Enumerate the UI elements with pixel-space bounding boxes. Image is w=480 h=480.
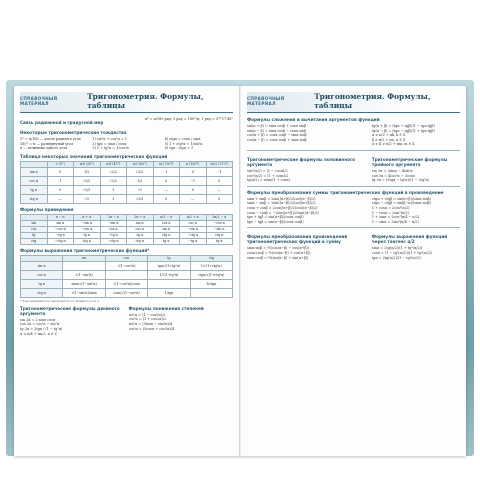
sum-to-prod-block [247,197,460,225]
table-cell: −sin α [180,226,207,232]
half-triple-block [247,154,460,183]
table-cell: −cos α [74,226,101,232]
table-cell: 0 [180,167,207,176]
table-header-cell: tg [148,255,190,261]
identities-block [20,137,233,151]
table-cell: tgα/√(1+tg²α) [148,261,190,270]
section-title: Тригонометрические формулы половинного аргумента [247,156,356,167]
page-header [20,92,233,113]
table-cell: 1/2 [127,176,154,185]
formula: cosα − cosβ = −2sin((α+β)/2)sin((α−β)/2) [247,210,319,215]
table-row [21,238,233,244]
table-cell: 1 [100,194,127,203]
formula: 180° = π — развёрнутый угол [20,141,74,146]
table-cell: sin α [127,220,154,226]
table-row [21,185,233,194]
header-label: СПРАВОЧНЫЙ МАТЕРИАЛ [247,96,285,106]
formula: 1 − sinα = 2sin²(π/4 − α/2) [371,219,419,224]
table-cell: √3 [74,194,101,203]
table-header-cell: π/4 (45°) [100,161,127,167]
table-cell: ctg [21,238,48,244]
formula: sinα = 2tg(α/2)/(1 + tg²(α/2)) [371,246,423,251]
table-cell: 0 [180,185,207,194]
table-row [21,261,233,270]
table-cell: −sin α [206,226,233,232]
formula: ctgα + ctgβ = sin(α+β)/(sinα sinβ) [371,196,431,201]
table-cell: 1 [100,185,127,194]
formula: cos³α = (3cosα + cos3α)/4 [128,326,175,331]
formula: sinα + sinβ = 2sin((α+β)/2)cos((α−β)/2) [247,196,316,201]
table-cell: √(1−sin²α)/sinα [63,288,105,297]
table-header-cell: π − α [47,214,74,220]
section-title: Тригонометрические формулы тройного аргумента [371,156,448,167]
table-row [21,270,233,279]
table-row [21,167,233,176]
table-cell: cosα/√(1−cos²α) [105,288,147,297]
left-page [14,86,240,456]
table-cell: ctg α [206,232,233,238]
table-header-cell: π (180°) [180,161,207,167]
table-cell: tg α [74,232,101,238]
formula: cosα·cosβ = ½(cos(α−β) + cos(α+β)) [247,250,311,255]
table-cell: cos α [153,220,180,226]
table-cell: cos α [21,176,48,185]
table-header-cell: 2π + α [127,214,154,220]
open-notebook [14,86,466,456]
table-cell: −tg α [47,232,74,238]
section-title: Тригонометрические формулы двойного аргумента [20,305,120,316]
reduction-table [20,214,233,245]
formula: 3) 1 + tg²α = 1/cos²α [92,146,129,151]
table-cell: −1 [180,176,207,185]
table-cell: sin α [153,226,180,232]
page-header [247,92,460,113]
table-cell: — [206,185,233,194]
table-cell: ctg α [127,238,154,244]
express-table [20,255,233,298]
formula: cos²(α/2) = (1 + cosα)/2 [247,173,289,178]
section-title: Некоторые тригонометрические тождества [20,130,127,135]
table-cell: −ctg α [100,238,127,244]
formula: sin³α = (3sinα − sin3α)/4 [128,321,173,326]
table-cell: 0 [153,194,180,203]
table-cell: −sin α [74,220,101,226]
table-cell: √3/2 [127,167,154,176]
section-title: Таблица некоторых значений тригонометрических функций [20,153,168,159]
radian-section [20,117,233,127]
table-cell [190,288,232,297]
table-cell: ctgα/√(1+ctg²α) [190,270,232,279]
table-cell: 1/ctgα [190,279,232,288]
formula: sin 3α = 3sinα − 4sin³α [371,168,413,173]
section-title: Формулы выражения функций через тангенс α/2 [371,234,448,245]
values-table [20,161,233,204]
table-cell: 1/√(1+tg²α) [148,270,190,279]
formula: 2) tgα = sinα / cosα [92,141,127,146]
table-cell: ctg α [21,194,48,203]
divider [247,227,460,228]
table-cell: tg α [21,185,48,194]
table-row [21,279,233,288]
table-cell: −1 [206,167,233,176]
divider [247,150,460,151]
formula: 6) tgα · ctgα = 1 [164,146,194,151]
table-row [21,176,233,185]
table-cell: 0 [206,194,233,203]
table-cell: √3/3 [127,194,154,203]
formula: cos²α = (1 + cos2α)/2 [128,317,167,322]
table-cell: √(1−cos²α) [105,261,147,270]
table-header-cell: π/3 (60°) [127,161,154,167]
formula: 1 − cosα = 2sin²(α/2) [371,210,409,215]
formula: tg 3α = (3tgα − tg³α)/(1 − 3tg²α) [371,178,430,183]
table-cell: cos α [21,270,63,279]
table-cell: 0 [47,185,74,194]
table-cell: cos α [127,226,154,232]
table-cell: tg α [206,238,233,244]
formula: cos(α + β) = cosα cosβ − sinα sinβ [247,133,307,138]
section-title: Формулы преобразования суммы тригонометрических функций в произведение [247,189,444,195]
table-cell: 0 [206,176,233,185]
table-cell: ctg α [74,238,101,244]
table-cell: tg [21,232,48,238]
table-header-cell: π + α [74,214,101,220]
section-title: Формулы приведения [20,206,74,212]
table-cell: sin α [21,167,48,176]
table-cell: √(1−sin²α) [63,270,105,279]
table-cell: ctg α [153,232,180,238]
formula: 1 + cosα = 2cos²(α/2) [371,205,410,210]
section-title: Формулы выражения тригонометрических функций* [20,247,150,253]
table-header-cell: ctg [190,255,232,261]
formula: sin²(α/2) = (1 − cosα)/2 [247,168,288,173]
table-cell [63,261,105,270]
section-title: Формулы сложения и вычитания аргументов функций [247,117,380,122]
sum-arg-block [247,124,460,147]
formula: α ≠ π/4 + πn/2, n ∈ Z [20,331,57,336]
formula: cos(α − β) = cosα cosβ + sinα sinβ [247,137,307,142]
table-cell: −sin α [100,220,127,226]
formula: 5) 1 + ctg²α = 1/sin²α [164,141,203,146]
page-title: Тригонометрия. Формулы, таблицы [314,92,431,110]
table-header-cell: cos [105,255,147,261]
table-header-cell: sin [63,255,105,261]
section-title: Формулы преобразования произведений тригонометрических функций в сумму [247,234,348,245]
table-cell: cos α [100,226,127,232]
formula: tgα + tgβ = sin(α+β)/(cosα cosβ) [247,215,304,220]
table-cell [148,279,190,288]
formula: 1 + sinα = 2cos²(π/4 − α/2) [371,215,420,220]
formula: 1) sin²α + cos²α = 1 [92,137,128,141]
section-title: Связь радианной и градусной мер [20,120,104,125]
table-cell: −ctg α [180,232,207,238]
table-cell: sin α [47,220,74,226]
table-cell: — [153,185,180,194]
table-cell: 0 [153,176,180,185]
table-cell: √2/2 [100,176,127,185]
divider [247,186,460,187]
formula: tgα − tgβ = sin(α−β)/(cosα cosβ) [247,219,304,224]
table-cell: cos α [180,220,207,226]
table-header-cell: 2π − α [100,214,127,220]
table-cell: 1/tgα [148,288,190,297]
formula: sinα·sinβ = ½(cos(α−β) − cos(α+β)) [247,246,310,251]
bottom-sections [20,303,233,336]
table-cell: √(1−cos²α)/cosα [105,279,147,288]
formula: cosα = (1 − tg²(α/2))/(1 + tg²(α/2)) [371,250,432,255]
formula: tg 2α = 2tgα / (1 − tg²α) [20,326,63,331]
table-cell: sin α [21,261,63,270]
table-cell: 1/√(1+ctg²α) [190,261,232,270]
table-cell: sin [21,220,48,226]
formula: α ≠ π/2 + πk, k ∈ Z [371,133,406,138]
table-cell: √2/2 [100,167,127,176]
formula: sin(α + β) = sinα cosβ + cosα sinβ [247,124,306,128]
formula: α — величина одного угла [20,146,68,151]
formula: tg(α/2) = sinα/(1 + cosα) [247,178,290,183]
table-cell: 1/2 [74,167,101,176]
table-header-cell: 0 (0°) [47,161,74,167]
table-cell: −ctg α [47,238,74,244]
table-cell: tg α [21,279,63,288]
formula: tg(α − β) = (tgα − tgβ)/(1 + tgα·tgβ) [371,128,435,133]
table-cell: −tg α [180,238,207,244]
table-row [21,288,233,297]
right-page [240,86,466,456]
header-label: СПРАВОЧНЫЙ МАТЕРИАЛ [20,96,58,106]
formula: sin 2α = 2 sinα cosα [20,317,56,322]
table-header-cell: π/6 (30°) [74,161,101,167]
formula: β ≠ π/2 + πn, n ∈ Z [371,137,406,142]
formula: cos 2α = cos²α − sin²α [20,322,60,327]
table-header-cell: 3π/2 (270°) [206,161,233,167]
table-header-cell: 3π/2 − α [206,214,233,220]
formula: π° = π/180 рад; 1 рад = 180°/π; 1 рад ≈ 57°17'45" [144,117,233,121]
table-cell: 1 [153,167,180,176]
table-cell: −tg α [100,232,127,238]
formula: sin²α = (1 − cos2α)/2 [128,312,166,317]
table-cell: √3/3 [74,185,101,194]
section-title: Формулы понижения степеней [128,305,204,311]
formula: cosα + cosβ = 2cos((α+β)/2)cos((α−β)/2) [247,205,318,210]
formula: tg(α + β) = (tgα + tgβ)/(1 − tgα·tgβ) [371,124,435,128]
table-cell: −cos α [47,226,74,232]
prod-tghalf-block [247,231,460,260]
formula: ctgα − ctgβ = sin(β−α)/(sinα sinβ) [371,201,431,206]
formula: sinα·cosβ = ½(sin(α−β) + sin(α+β)) [247,255,309,260]
table-cell: √3 [127,185,154,194]
page-title: Тригонометрия. Формулы, таблицы [87,92,204,110]
footnote: * Знак выбирается в зависимости от четверти угла α [20,298,99,303]
table-cell: sinα/√(1−sin²α) [63,279,105,288]
table-cell [105,270,147,279]
table-cell: 0 [47,167,74,176]
table-cell: — [47,194,74,203]
table-cell: tg α [127,232,154,238]
formula: sin(α − β) = sinα cosβ − cosα sinβ [247,128,306,133]
table-row [21,194,233,203]
table-cell: √3/2 [74,176,101,185]
table-cell: cos [21,226,48,232]
formula: tgα = 2tg(α/2)/(1 − tg²(α/2)) [371,255,421,260]
table-cell: — [180,194,207,203]
formula: cos 3α = 4cos³α − 3cosα [371,173,415,178]
table-header-cell: π/2 + α [180,214,207,220]
table-header-cell: π/2 (90°) [153,161,180,167]
formula: 1° = π/180 — число радиан в угле [20,137,81,141]
table-cell: tg α [153,238,180,244]
formula: 4) ctgα = cosα / sinα [164,137,201,141]
formula: α ± β ≠ π/2 + πm, m ∈ Z [371,142,415,147]
table-cell: 1 [47,176,74,185]
table-header-cell: π/2 − α [153,214,180,220]
table-cell: −cos α [206,220,233,226]
formula: sinα − sinβ = 2sin((α−β)/2)cos((α+β)/2) [247,201,316,206]
table-cell: ctg α [21,288,63,297]
